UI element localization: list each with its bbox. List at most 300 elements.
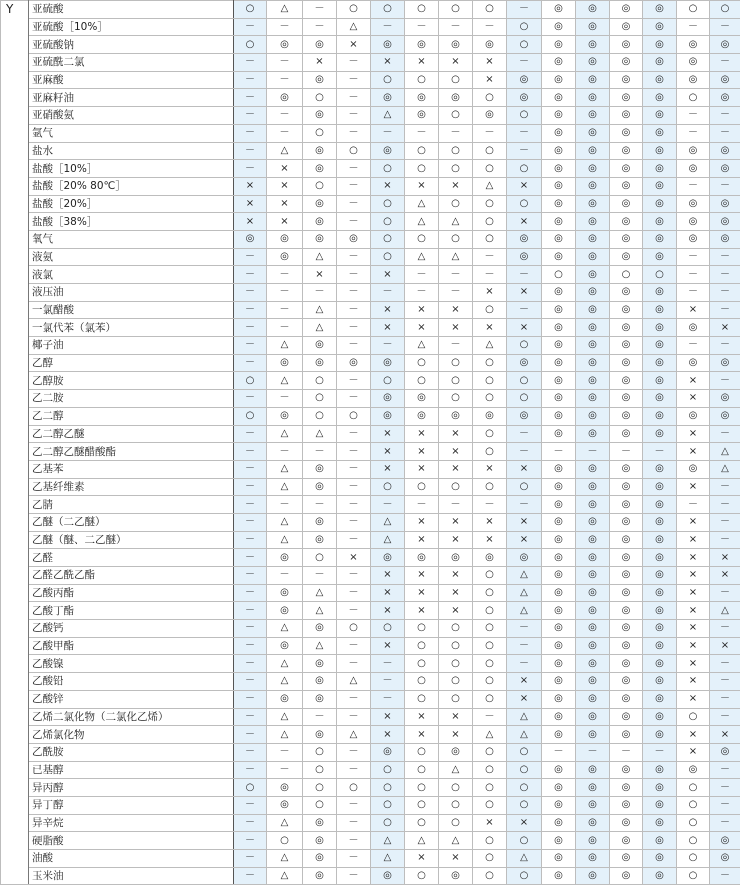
rating-cell: － bbox=[234, 673, 267, 691]
rating-cell: ○ bbox=[405, 814, 439, 832]
rating-cell: － bbox=[710, 478, 740, 496]
chemical-name: 异辛烷 bbox=[29, 814, 234, 832]
rating-cell: × bbox=[677, 513, 710, 531]
rating-cell: × bbox=[234, 213, 267, 231]
rating-cell: ◎ bbox=[576, 549, 610, 567]
rating-cell: ◎ bbox=[610, 337, 643, 355]
rating-cell: － bbox=[677, 124, 710, 142]
chemical-name: 液压油 bbox=[29, 284, 234, 302]
rating-cell: ◎ bbox=[371, 549, 405, 567]
rating-cell: ○ bbox=[405, 655, 439, 673]
rating-cell: ◎ bbox=[303, 460, 337, 478]
rating-cell: ◎ bbox=[610, 230, 643, 248]
rating-cell: ○ bbox=[337, 1, 371, 19]
rating-cell: ◎ bbox=[303, 814, 337, 832]
rating-cell: △ bbox=[439, 213, 473, 231]
rating-cell: ◎ bbox=[267, 354, 303, 372]
table-row bbox=[1, 761, 740, 779]
rating-cell: ○ bbox=[473, 390, 507, 408]
rating-cell: － bbox=[234, 354, 267, 372]
rating-cell: ○ bbox=[405, 673, 439, 691]
rating-cell: ◎ bbox=[267, 779, 303, 797]
rating-cell: － bbox=[710, 124, 740, 142]
rating-cell: ◎ bbox=[507, 71, 542, 89]
table-row bbox=[1, 1, 740, 19]
rating-cell: ○ bbox=[371, 195, 405, 213]
rating-cell: － bbox=[710, 337, 740, 355]
rating-cell: ◎ bbox=[576, 248, 610, 266]
rating-cell: ○ bbox=[439, 637, 473, 655]
rating-cell: ○ bbox=[473, 230, 507, 248]
rating-cell: × bbox=[371, 177, 405, 195]
rating-cell: － bbox=[267, 54, 303, 72]
rating-cell: ○ bbox=[473, 867, 507, 885]
rating-cell: ◎ bbox=[643, 567, 677, 585]
rating-cell: × bbox=[371, 460, 405, 478]
rating-cell: △ bbox=[303, 584, 337, 602]
rating-cell: － bbox=[234, 478, 267, 496]
table-row bbox=[1, 36, 740, 54]
rating-cell: － bbox=[507, 1, 542, 19]
rating-cell: － bbox=[337, 71, 371, 89]
chemical-name: 一氯醋酸 bbox=[29, 301, 234, 319]
rating-cell: － bbox=[710, 496, 740, 514]
rating-cell: ○ bbox=[405, 478, 439, 496]
rating-cell: ◎ bbox=[303, 230, 337, 248]
chemical-name: 硬脂酸 bbox=[29, 832, 234, 850]
table-row bbox=[1, 584, 740, 602]
chemical-name: 亚硝酸氨 bbox=[29, 107, 234, 125]
chemical-name: 乙醛乙酰乙酯 bbox=[29, 567, 234, 585]
rating-cell: ◎ bbox=[542, 567, 576, 585]
rating-cell: ◎ bbox=[576, 107, 610, 125]
rating-cell: ◎ bbox=[610, 655, 643, 673]
rating-cell: ◎ bbox=[610, 319, 643, 337]
rating-cell: ◎ bbox=[610, 177, 643, 195]
rating-cell: ◎ bbox=[710, 743, 740, 761]
rating-cell: － bbox=[371, 18, 405, 36]
rating-cell: ○ bbox=[439, 1, 473, 19]
rating-cell: ○ bbox=[473, 213, 507, 231]
rating-cell: － bbox=[473, 124, 507, 142]
rating-cell: ○ bbox=[677, 867, 710, 885]
rating-cell: ○ bbox=[473, 673, 507, 691]
rating-cell: ○ bbox=[439, 390, 473, 408]
rating-cell: × bbox=[439, 301, 473, 319]
rating-cell: ◎ bbox=[405, 549, 439, 567]
rating-cell: － bbox=[710, 867, 740, 885]
rating-cell: ◎ bbox=[610, 567, 643, 585]
rating-cell: － bbox=[405, 284, 439, 302]
rating-cell: ◎ bbox=[542, 779, 576, 797]
chemical-name: 乙基苯 bbox=[29, 460, 234, 478]
rating-cell: ◎ bbox=[267, 637, 303, 655]
rating-cell: △ bbox=[507, 850, 542, 868]
rating-cell: ○ bbox=[371, 1, 405, 19]
rating-cell: － bbox=[337, 301, 371, 319]
rating-cell: － bbox=[710, 531, 740, 549]
rating-cell: ○ bbox=[473, 195, 507, 213]
rating-cell: － bbox=[710, 54, 740, 72]
rating-cell: × bbox=[473, 531, 507, 549]
rating-cell: － bbox=[234, 425, 267, 443]
rating-cell: ◎ bbox=[643, 496, 677, 514]
table-row bbox=[1, 301, 740, 319]
rating-cell: ○ bbox=[371, 478, 405, 496]
table-row bbox=[1, 796, 740, 814]
rating-cell: － bbox=[337, 443, 371, 461]
rating-cell: × bbox=[439, 567, 473, 585]
rating-cell: ◎ bbox=[576, 496, 610, 514]
rating-cell: ◎ bbox=[542, 18, 576, 36]
rating-cell: ◎ bbox=[610, 89, 643, 107]
rating-cell: △ bbox=[439, 832, 473, 850]
table-row bbox=[1, 620, 740, 638]
rating-cell: ◎ bbox=[576, 160, 610, 178]
rating-cell: × bbox=[473, 814, 507, 832]
rating-cell: － bbox=[234, 743, 267, 761]
rating-cell: ○ bbox=[677, 832, 710, 850]
rating-cell: － bbox=[234, 655, 267, 673]
rating-cell: ◎ bbox=[643, 36, 677, 54]
rating-cell: ◎ bbox=[643, 160, 677, 178]
rating-cell: ◎ bbox=[610, 407, 643, 425]
chemical-name: 氩气 bbox=[29, 124, 234, 142]
rating-cell: － bbox=[234, 337, 267, 355]
rating-cell: × bbox=[677, 637, 710, 655]
rating-cell: － bbox=[234, 248, 267, 266]
rating-cell: △ bbox=[267, 814, 303, 832]
rating-cell: － bbox=[439, 266, 473, 284]
rating-cell: × bbox=[677, 690, 710, 708]
chemical-name: 盐酸［38%］ bbox=[29, 213, 234, 231]
table-row bbox=[1, 478, 740, 496]
rating-cell: △ bbox=[371, 531, 405, 549]
rating-cell: ◎ bbox=[576, 18, 610, 36]
rating-cell: ◎ bbox=[610, 496, 643, 514]
rating-cell: ◎ bbox=[710, 390, 740, 408]
rating-cell: ◎ bbox=[542, 230, 576, 248]
rating-cell: ○ bbox=[405, 620, 439, 638]
rating-cell: － bbox=[371, 673, 405, 691]
rating-cell: ○ bbox=[371, 796, 405, 814]
rating-cell: － bbox=[267, 761, 303, 779]
rating-cell: ◎ bbox=[643, 425, 677, 443]
rating-cell: － bbox=[267, 124, 303, 142]
rating-cell: － bbox=[677, 248, 710, 266]
rating-cell: ◎ bbox=[542, 620, 576, 638]
rating-cell: ◎ bbox=[542, 284, 576, 302]
rating-cell: ◎ bbox=[643, 478, 677, 496]
rating-cell: － bbox=[542, 743, 576, 761]
rating-cell: ◎ bbox=[371, 354, 405, 372]
rating-cell: × bbox=[439, 513, 473, 531]
rating-cell: － bbox=[337, 248, 371, 266]
rating-cell: × bbox=[405, 531, 439, 549]
rating-cell: ◎ bbox=[576, 337, 610, 355]
rating-cell: × bbox=[405, 319, 439, 337]
rating-cell: ◎ bbox=[405, 390, 439, 408]
rating-cell: × bbox=[405, 602, 439, 620]
rating-cell: ◎ bbox=[576, 796, 610, 814]
rating-cell: ◎ bbox=[576, 124, 610, 142]
rating-cell: － bbox=[303, 443, 337, 461]
rating-cell: ◎ bbox=[576, 195, 610, 213]
rating-cell: ○ bbox=[303, 124, 337, 142]
rating-cell: × bbox=[710, 549, 740, 567]
rating-cell: － bbox=[303, 18, 337, 36]
chemical-name: 亚麻酸 bbox=[29, 71, 234, 89]
rating-cell: － bbox=[710, 708, 740, 726]
rating-cell: × bbox=[371, 266, 405, 284]
rating-cell: ◎ bbox=[267, 89, 303, 107]
rating-cell: △ bbox=[439, 248, 473, 266]
rating-cell: － bbox=[710, 620, 740, 638]
rating-cell: ◎ bbox=[267, 690, 303, 708]
rating-cell: × bbox=[267, 177, 303, 195]
rating-cell: × bbox=[677, 673, 710, 691]
rating-cell: － bbox=[234, 726, 267, 744]
rating-cell: － bbox=[303, 496, 337, 514]
chemical-name: 液氨 bbox=[29, 248, 234, 266]
rating-cell: ○ bbox=[473, 832, 507, 850]
chemical-name: 油酸 bbox=[29, 850, 234, 868]
table-row bbox=[1, 71, 740, 89]
rating-cell: － bbox=[337, 478, 371, 496]
rating-cell: × bbox=[507, 460, 542, 478]
rating-cell: ○ bbox=[303, 89, 337, 107]
rating-cell: × bbox=[507, 177, 542, 195]
rating-cell: ○ bbox=[473, 743, 507, 761]
rating-cell: ◎ bbox=[576, 832, 610, 850]
rating-cell: ◎ bbox=[542, 832, 576, 850]
rating-cell: ◎ bbox=[677, 407, 710, 425]
table-row bbox=[1, 743, 740, 761]
rating-cell: ◎ bbox=[643, 390, 677, 408]
rating-cell: － bbox=[710, 513, 740, 531]
rating-cell: ◎ bbox=[542, 531, 576, 549]
rating-cell: ○ bbox=[371, 230, 405, 248]
rating-cell: ◎ bbox=[234, 230, 267, 248]
rating-cell: ◎ bbox=[542, 673, 576, 691]
rating-cell: △ bbox=[267, 620, 303, 638]
rating-cell: － bbox=[576, 743, 610, 761]
rating-cell: ○ bbox=[439, 690, 473, 708]
rating-cell: ◎ bbox=[371, 36, 405, 54]
rating-cell: ◎ bbox=[267, 796, 303, 814]
rating-cell: － bbox=[439, 124, 473, 142]
rating-cell: ◎ bbox=[610, 248, 643, 266]
rating-cell: － bbox=[405, 18, 439, 36]
rating-cell: ◎ bbox=[643, 620, 677, 638]
rating-cell: ○ bbox=[234, 36, 267, 54]
rating-cell: － bbox=[710, 372, 740, 390]
table-row bbox=[1, 124, 740, 142]
rating-cell: ○ bbox=[303, 549, 337, 567]
rating-cell: △ bbox=[473, 177, 507, 195]
table-row bbox=[1, 460, 740, 478]
rating-cell: ◎ bbox=[610, 690, 643, 708]
rating-cell: ◎ bbox=[710, 195, 740, 213]
rating-cell: ◎ bbox=[542, 107, 576, 125]
table-row bbox=[1, 690, 740, 708]
chemical-name: 乙酸镍 bbox=[29, 655, 234, 673]
rating-cell: － bbox=[507, 620, 542, 638]
chemical-name: 已基醇 bbox=[29, 761, 234, 779]
rating-cell: ○ bbox=[473, 584, 507, 602]
rating-cell: － bbox=[643, 443, 677, 461]
rating-cell: ◎ bbox=[542, 761, 576, 779]
rating-cell: ◎ bbox=[643, 18, 677, 36]
rating-cell: － bbox=[337, 89, 371, 107]
rating-cell: × bbox=[405, 850, 439, 868]
rating-cell: × bbox=[507, 213, 542, 231]
chemical-name: 乙腈 bbox=[29, 496, 234, 514]
rating-cell: － bbox=[337, 814, 371, 832]
rating-cell: － bbox=[507, 496, 542, 514]
rating-cell: ○ bbox=[473, 1, 507, 19]
rating-cell: ◎ bbox=[542, 584, 576, 602]
rating-cell: － bbox=[710, 177, 740, 195]
rating-cell: ○ bbox=[473, 160, 507, 178]
rating-cell: － bbox=[234, 266, 267, 284]
rating-cell: ○ bbox=[439, 673, 473, 691]
rating-cell: ◎ bbox=[610, 160, 643, 178]
rating-cell: ◎ bbox=[439, 549, 473, 567]
rating-cell: － bbox=[610, 443, 643, 461]
rating-cell: ○ bbox=[405, 779, 439, 797]
rating-cell: － bbox=[507, 54, 542, 72]
rating-cell: ◎ bbox=[643, 850, 677, 868]
rating-cell: ◎ bbox=[610, 71, 643, 89]
rating-cell: － bbox=[710, 584, 740, 602]
rating-cell: × bbox=[677, 743, 710, 761]
rating-cell: － bbox=[234, 761, 267, 779]
rating-cell: ○ bbox=[473, 779, 507, 797]
rating-cell: ○ bbox=[405, 71, 439, 89]
rating-cell: ◎ bbox=[643, 708, 677, 726]
rating-cell: ◎ bbox=[643, 655, 677, 673]
rating-cell: － bbox=[337, 602, 371, 620]
rating-cell: ○ bbox=[473, 425, 507, 443]
rating-cell: × bbox=[439, 584, 473, 602]
rating-cell: × bbox=[677, 390, 710, 408]
rating-cell: △ bbox=[710, 443, 740, 461]
rating-cell: ◎ bbox=[371, 89, 405, 107]
rating-cell: － bbox=[337, 513, 371, 531]
rating-cell: ◎ bbox=[267, 230, 303, 248]
rating-cell: ◎ bbox=[542, 867, 576, 885]
rating-cell: ◎ bbox=[610, 425, 643, 443]
rating-cell: － bbox=[337, 177, 371, 195]
rating-cell: ◎ bbox=[576, 36, 610, 54]
rating-cell: ◎ bbox=[643, 142, 677, 160]
rating-cell: － bbox=[439, 18, 473, 36]
rating-cell: ◎ bbox=[576, 655, 610, 673]
table-row bbox=[1, 54, 740, 72]
rating-cell: ○ bbox=[405, 637, 439, 655]
rating-cell: － bbox=[303, 1, 337, 19]
rating-cell: ◎ bbox=[303, 690, 337, 708]
chemical-name: 盐酸［20%］ bbox=[29, 195, 234, 213]
table-row bbox=[1, 18, 740, 36]
rating-cell: ◎ bbox=[610, 620, 643, 638]
rating-cell: △ bbox=[371, 850, 405, 868]
rating-cell: － bbox=[234, 124, 267, 142]
rating-cell: ◎ bbox=[576, 460, 610, 478]
chemical-name: 亚硫酸 bbox=[29, 1, 234, 19]
rating-cell: △ bbox=[267, 1, 303, 19]
rating-cell: × bbox=[710, 637, 740, 655]
rating-cell: ◎ bbox=[473, 107, 507, 125]
table-row bbox=[1, 726, 740, 744]
rating-cell: ◎ bbox=[303, 726, 337, 744]
rating-cell: ◎ bbox=[542, 425, 576, 443]
rating-cell: ◎ bbox=[267, 248, 303, 266]
rating-cell: － bbox=[439, 284, 473, 302]
chemical-name: 亚麻籽油 bbox=[29, 89, 234, 107]
rating-cell: ○ bbox=[507, 36, 542, 54]
rating-cell: ◎ bbox=[710, 354, 740, 372]
rating-cell: ◎ bbox=[542, 549, 576, 567]
rating-cell: × bbox=[337, 36, 371, 54]
rating-cell: ◎ bbox=[677, 195, 710, 213]
rating-cell: ○ bbox=[234, 372, 267, 390]
rating-cell: － bbox=[234, 18, 267, 36]
rating-cell: ◎ bbox=[303, 195, 337, 213]
rating-cell: ◎ bbox=[677, 71, 710, 89]
rating-cell: ◎ bbox=[610, 549, 643, 567]
rating-cell: － bbox=[303, 284, 337, 302]
rating-cell: － bbox=[337, 460, 371, 478]
rating-cell: ◎ bbox=[710, 89, 740, 107]
rating-cell: × bbox=[405, 443, 439, 461]
rating-cell: ◎ bbox=[371, 407, 405, 425]
table-row bbox=[1, 531, 740, 549]
rating-cell: × bbox=[371, 567, 405, 585]
rating-cell: ○ bbox=[473, 655, 507, 673]
rating-cell: ◎ bbox=[542, 690, 576, 708]
rating-cell: ◎ bbox=[643, 54, 677, 72]
rating-cell: ◎ bbox=[610, 301, 643, 319]
rating-cell: － bbox=[542, 443, 576, 461]
rating-cell: × bbox=[507, 319, 542, 337]
rating-cell: ○ bbox=[710, 1, 740, 19]
rating-cell: × bbox=[371, 708, 405, 726]
rating-cell: － bbox=[267, 443, 303, 461]
chemical-name: 异丙醇 bbox=[29, 779, 234, 797]
rating-cell: － bbox=[710, 690, 740, 708]
rating-cell: － bbox=[610, 743, 643, 761]
rating-cell: ○ bbox=[337, 142, 371, 160]
rating-cell: － bbox=[234, 796, 267, 814]
rating-cell: ◎ bbox=[576, 407, 610, 425]
rating-cell: ◎ bbox=[542, 655, 576, 673]
rating-cell: ◎ bbox=[542, 319, 576, 337]
rating-cell: ◎ bbox=[677, 142, 710, 160]
rating-cell: ◎ bbox=[677, 54, 710, 72]
rating-cell: ◎ bbox=[710, 832, 740, 850]
rating-cell: × bbox=[439, 177, 473, 195]
chemical-name: 盐酸［20% 80℃］ bbox=[29, 177, 234, 195]
rating-cell: － bbox=[234, 850, 267, 868]
rating-cell: － bbox=[337, 54, 371, 72]
rating-cell: ○ bbox=[405, 743, 439, 761]
rating-cell: ○ bbox=[303, 407, 337, 425]
rating-cell: ○ bbox=[439, 230, 473, 248]
rating-cell: △ bbox=[710, 460, 740, 478]
rating-cell: ○ bbox=[303, 372, 337, 390]
